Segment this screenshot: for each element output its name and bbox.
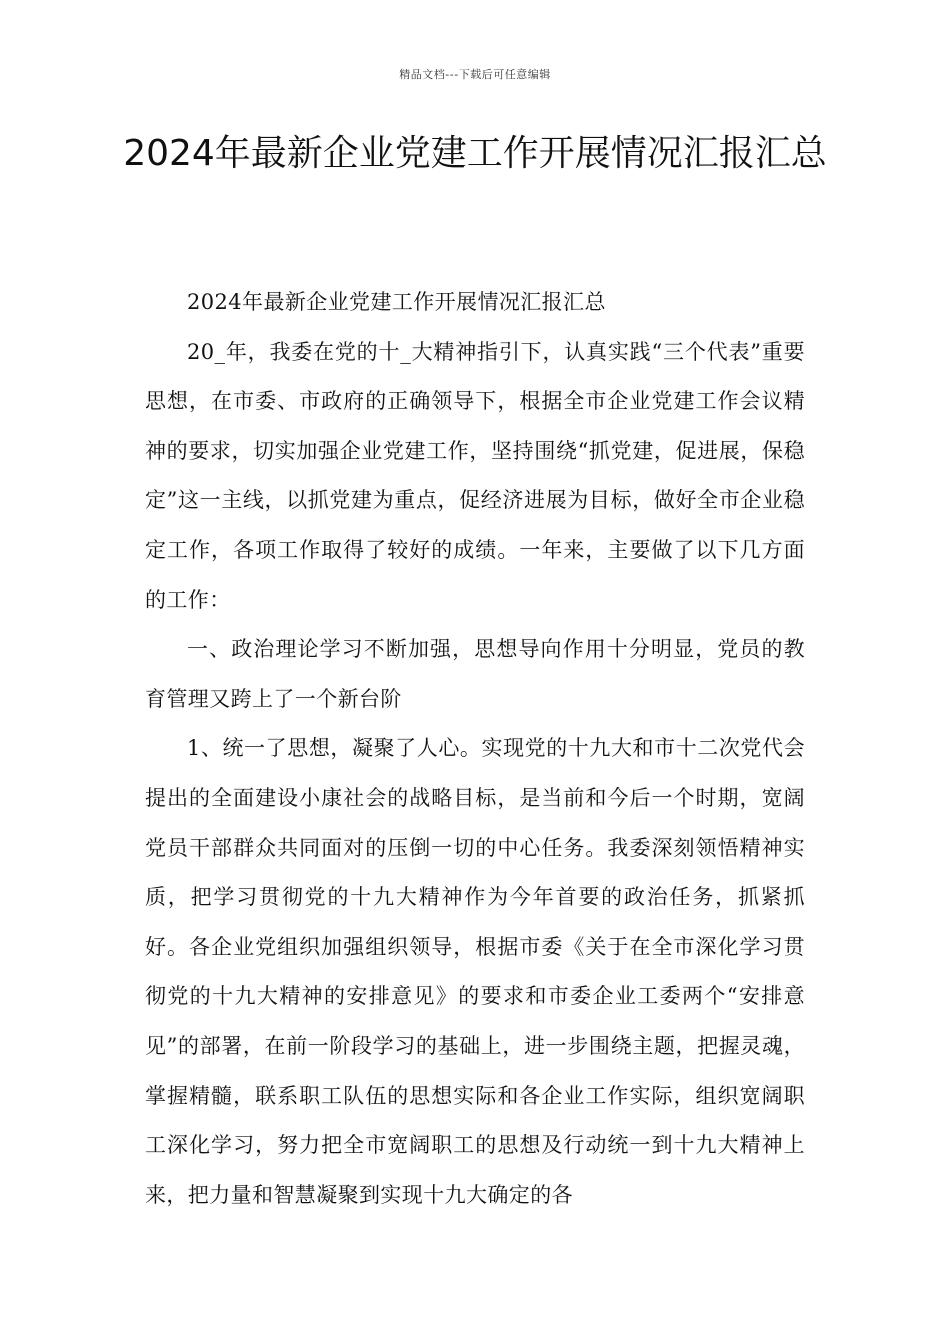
- paragraph-item-1: 1、统一了思想，凝聚了人心。实现党的十九大和市十二次党代会提出的全面建设小康社会的战略目标，是当前和今后一个时期，宽阔党员干部群众共同面对的压倒一切的中心任务。我委深刻领悟精神实质，把学习贯彻党的十九大精神作为今年首要的政治任务，抓紧抓好。各企业党组织加强组织领导，根据市委《关于在全市深化学习贯彻党的十九大精神的安排意见》的要求和市委企业工委两个“安排意见”的部署，在前一阶段学习的基础上，进一步围绕主题，把握灵魂，掌握精髓，联系职工队伍的思想实际和各企业工作实际，组织宽阔职工深化学习，努力把全市宽阔职工的思想及行动统一到十九大精神上来，把力量和智慧凝聚到实现十九大确定的各: [145, 736, 805, 1207]
- paragraph-subtitle: 2024年最新企业党建工作开展情况汇报汇总: [187, 290, 606, 314]
- page-header-note: 精品文档---下载后可任意编辑: [399, 68, 551, 81]
- document-title: 2024年最新企业党建工作开展情况汇报汇总: [123, 133, 827, 174]
- document-body: [145, 278, 805, 1220]
- section-heading-1: 一、政治理论学习不断加强，思想导向作用十分明显，党员的教育管理又跨上了一个新台阶: [145, 637, 805, 711]
- paragraph-intro: 20_年，我委在党的十_大精神指引下，认真实践“三个代表”重要思想，在市委、市政府的正确领导下，根据全市企业党建工作会议精神的要求，切实加强企业党建工作，坚持围绕“抓党建，促进展，保稳定”这一主线，以抓党建为重点，促经济进展为目标，做好全市企业稳定工作，各项工作取得了较好的成绩。一年来，主要做了以下几方面的工作：: [145, 339, 805, 612]
